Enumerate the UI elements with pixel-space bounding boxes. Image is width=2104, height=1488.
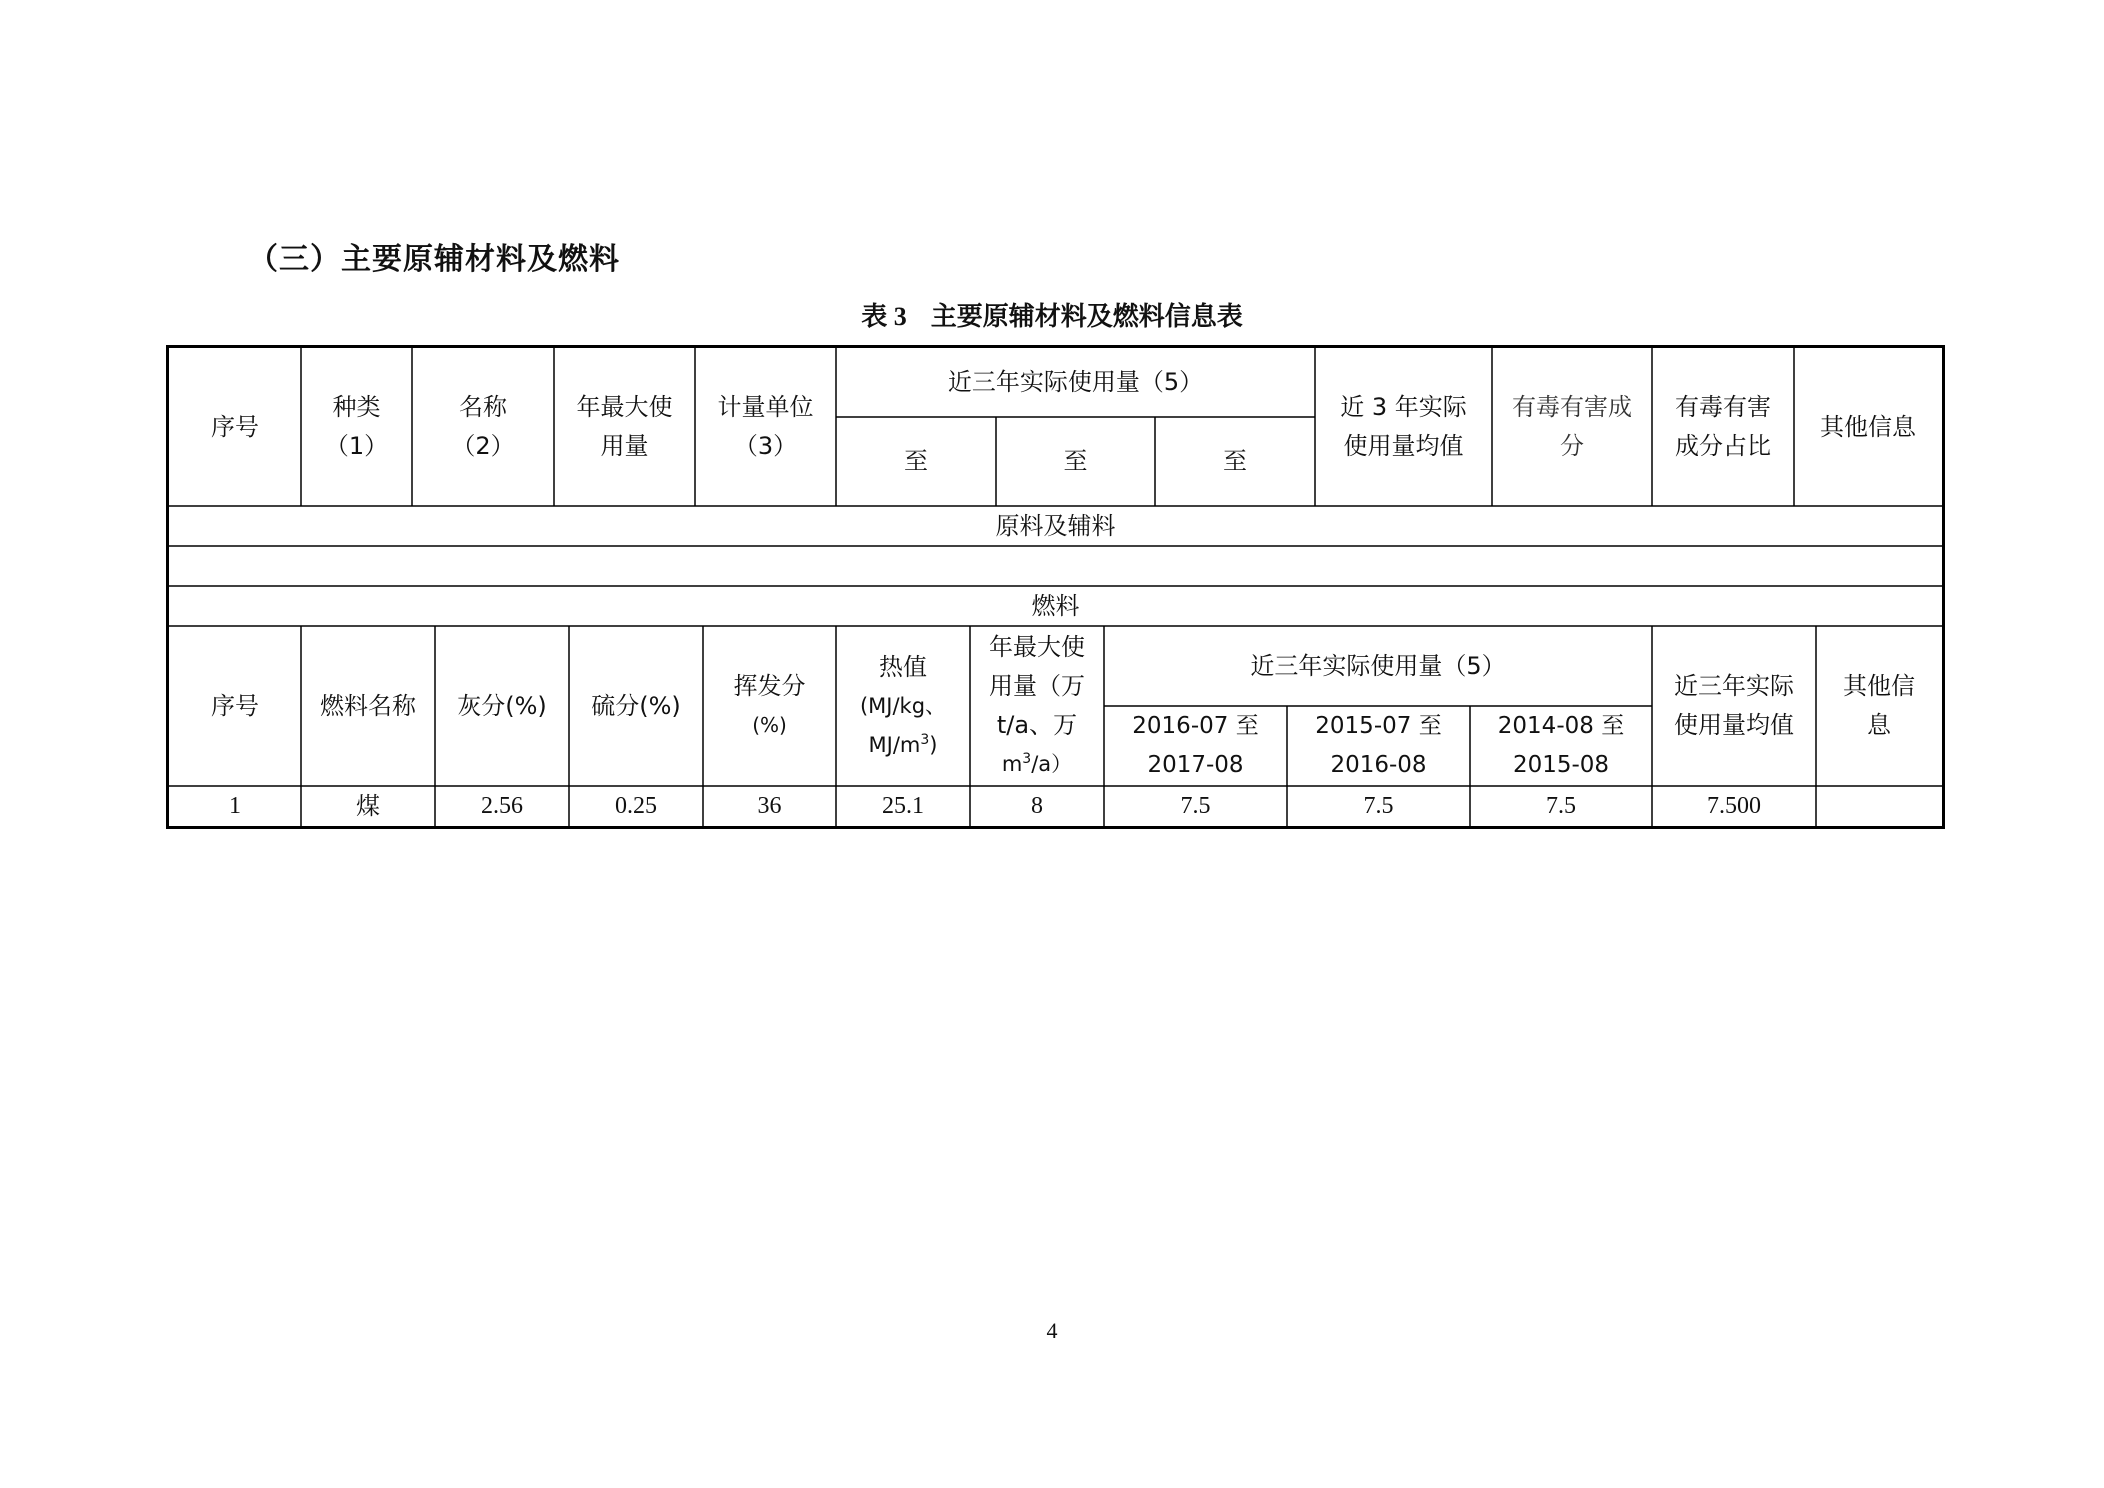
fuel-row-max: 8: [1031, 792, 1043, 819]
fuel-row-year-2: 7.5: [1363, 792, 1394, 819]
fuel-header-heat-line3-end: ): [929, 732, 938, 757]
raw-header-seq-text: 序号: [211, 412, 259, 441]
fuel-header-other-line1: 其他信: [1843, 672, 1915, 700]
fuel-header-period-2: [1287, 706, 1470, 786]
table-caption: [0, 296, 2104, 333]
raw-section-label-text: 原料及辅料: [995, 511, 1116, 540]
fuel-header-volatile: [703, 626, 836, 786]
fuel-header-heat-line2: (MJ/kg、: [859, 693, 947, 718]
raw-header-usage-sub-1: [836, 417, 996, 506]
fuel-header-max-line4: [1002, 745, 1072, 784]
raw-header-ratio-line1: 有毒有害: [1675, 393, 1771, 421]
fuel-row-volatile: 36: [757, 792, 782, 819]
raw-header-name-line1: 名称: [459, 393, 507, 421]
fuel-row-year-1: 7.5: [1180, 792, 1211, 819]
raw-header-avg-line1: 近 3 年实际: [1340, 393, 1467, 421]
fuel-header-avg: [1652, 626, 1816, 786]
fuel-header-heat-line3: [869, 726, 938, 765]
fuel-header-name: [301, 626, 435, 786]
raw-header-max-line1: 年最大使: [576, 393, 673, 421]
fuel-header-max-usage: [970, 626, 1104, 786]
raw-header-type: [301, 348, 412, 506]
raw-header-usage-sub-3-text: 至: [1223, 447, 1247, 475]
fuel-header-max-line1: 年最大使: [989, 633, 1085, 661]
raw-header-toxic: [1492, 348, 1652, 506]
fuel-header-period-1: [1104, 706, 1287, 786]
raw-header-usage-text: 近三年实际使用量（5）: [947, 368, 1204, 396]
fuel-header-period-1-line1: 2016-07 至: [1132, 713, 1259, 739]
fuel-header-volatile-line2: (%): [752, 713, 787, 737]
table-caption-label: 表 3: [861, 302, 907, 331]
raw-empty-row: [169, 546, 1942, 586]
fuel-row-other: [1816, 786, 1942, 826]
fuel-header-name-text: 燃料名称: [320, 691, 416, 720]
raw-header-usage-sub-2-text: 至: [1063, 447, 1088, 475]
fuel-row-sulfur: 0.25: [615, 792, 657, 819]
raw-header-usage-sub-2: [996, 417, 1155, 506]
page-number: 4: [1046, 1318, 1058, 1343]
fuel-header-other: [1816, 626, 1942, 786]
raw-header-max-usage: [554, 348, 695, 506]
raw-header-ratio-line2: 成分占比: [1675, 432, 1771, 460]
fuel-header-period-1-line2: 2017-08: [1147, 752, 1244, 778]
fuel-header-other-line2: 息: [1867, 711, 1891, 739]
fuel-header-period-3-line1: 2014-08 至: [1497, 713, 1625, 739]
raw-section-label: [169, 506, 1942, 546]
fuel-header-heat-sup: 3: [920, 731, 930, 748]
fuel-section-label-text: 燃料: [1031, 591, 1080, 620]
fuel-header-ash-text: 灰分(%): [457, 691, 547, 720]
raw-header-usage: [836, 348, 1315, 417]
raw-header-unit-line1: 计量单位: [717, 393, 814, 421]
raw-header-avg-line2: 使用量均值: [1343, 432, 1464, 460]
raw-header-seq: [169, 348, 301, 506]
fuel-row-avg: 7.500: [1707, 792, 1761, 819]
fuel-header-usage: [1104, 626, 1652, 706]
fuel-header-avg-line1: 近三年实际: [1674, 672, 1794, 700]
fuel-section-label: [169, 586, 1942, 626]
materials-fuel-table: [166, 345, 1945, 829]
raw-header-avg: [1315, 348, 1492, 506]
fuel-header-volatile-line1: 挥发分: [733, 672, 806, 700]
fuel-header-ash: [435, 626, 569, 786]
raw-header-usage-sub-1-text: 至: [904, 447, 928, 475]
fuel-header-usage-text: 近三年实际使用量（5）: [1250, 651, 1506, 680]
fuel-row-name: 煤: [356, 791, 380, 820]
fuel-header-max-line4-text: m: [1001, 752, 1023, 776]
table-caption-title: 主要原辅材料及燃料信息表: [930, 302, 1243, 332]
fuel-header-max-line3: t/a、万: [996, 711, 1078, 739]
section-title: （三）主要原辅材料及燃料: [248, 242, 620, 277]
fuel-header-heat-line3-text: MJ/m: [868, 732, 921, 757]
fuel-header-sulfur-text: 硫分(%): [591, 691, 681, 720]
fuel-header-max-sup: 3: [1022, 751, 1032, 767]
raw-header-name: [412, 348, 554, 506]
fuel-header-sulfur: [569, 626, 703, 786]
raw-header-usage-sub-3: [1155, 417, 1315, 506]
fuel-row-seq: 1: [229, 792, 241, 819]
raw-header-toxic-ratio: [1652, 348, 1794, 506]
raw-header-unit: [695, 348, 836, 506]
raw-header-toxic-line1: 有毒有害成: [1512, 393, 1632, 421]
fuel-header-max-line4-end: /a）: [1031, 752, 1073, 776]
raw-header-type-line1: 种类: [332, 393, 381, 421]
fuel-header-seq-text: 序号: [211, 691, 259, 720]
fuel-row-ash: 2.56: [481, 792, 523, 819]
fuel-header-heat: [836, 626, 970, 786]
fuel-header-period-3: [1470, 706, 1652, 786]
raw-header-name-line2: （2）: [451, 432, 515, 460]
fuel-header-max-line2: 用量（万: [989, 672, 1085, 700]
fuel-header-heat-line1: 热值: [879, 652, 927, 681]
raw-header-type-line2: （1）: [324, 432, 389, 460]
fuel-header-avg-line2: 使用量均值: [1674, 711, 1794, 739]
raw-header-unit-line2: （3）: [733, 432, 798, 460]
fuel-header-period-2-line2: 2016-08: [1330, 752, 1427, 778]
raw-header-max-line2: 用量: [600, 432, 649, 460]
fuel-header-period-3-line2: 2015-08: [1512, 752, 1610, 778]
raw-header-other-text: 其他信息: [1820, 412, 1916, 441]
raw-header-toxic-line2: 分: [1560, 432, 1584, 460]
fuel-row-heat: 25.1: [882, 792, 924, 819]
fuel-row-year-3: 7.5: [1546, 792, 1576, 819]
fuel-header-period-2-line1: 2015-07 至: [1315, 713, 1442, 739]
raw-header-other: [1794, 348, 1942, 506]
fuel-header-seq: [169, 626, 301, 786]
